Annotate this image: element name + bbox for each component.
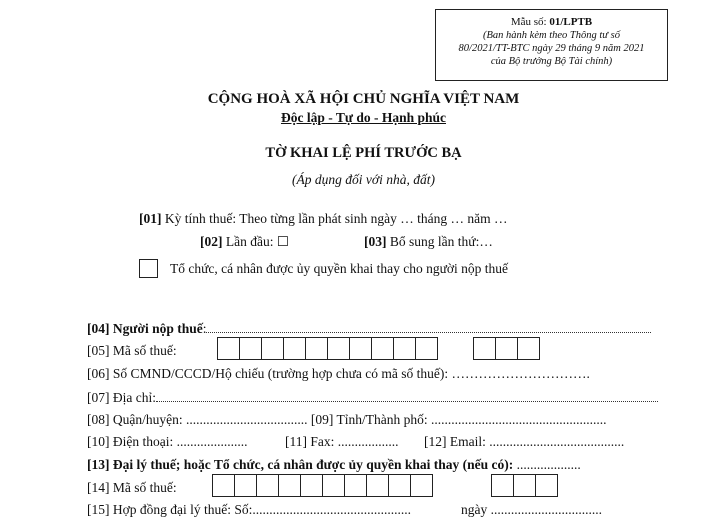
issued-by-line-1: (Ban hành kèm theo Thông tư số — [483, 30, 620, 41]
tax-code-branch-boxes[interactable] — [473, 337, 540, 360]
tax-code-label: [05] Mã số thuế: — [87, 343, 177, 358]
agent-contract-field[interactable]: [15] Hợp đồng đại lý thuế: Số:............................................... — [87, 502, 411, 517]
document-subtitle: (Áp dụng đối với nhà, đất) — [292, 172, 435, 187]
agent-tax-code-boxes[interactable] — [212, 474, 433, 497]
issued-by-line-2: 80/2021/TT-BTC ngày 29 tháng 9 năm 2021 — [458, 43, 645, 54]
email-field[interactable]: [12] Email: ........................................ — [424, 434, 625, 449]
document-title: TỜ KHAI LỆ PHÍ TRƯỚC BẠ — [265, 145, 462, 161]
address-field[interactable]: [07] Địa chỉ: — [87, 389, 658, 406]
tax-period-line: [01] Kỳ tính thuế: Theo từng lần phát sinh ngày … tháng … năm … — [139, 211, 508, 226]
motto: Độc lập - Tự do - Hạnh phúc — [280, 110, 447, 125]
form-number-box — [435, 9, 668, 81]
phone-field[interactable]: [10] Điện thoại: ..................... — [87, 434, 248, 449]
district-province-field[interactable]: [08] Quận/huyện: .................................... [09] Tỉnh/Thành phố: .................................................... — [87, 412, 607, 427]
fax-field[interactable]: [11] Fax: .................. — [285, 434, 399, 449]
agent-tax-code-branch-boxes[interactable] — [491, 474, 558, 497]
id-number-field[interactable]: [06] Số CMND/CCCD/Hộ chiếu (trường hợp chưa có mã số thuế): …………………………. — [87, 366, 590, 381]
authorized-checkbox[interactable] — [139, 259, 158, 278]
tax-code-boxes[interactable] — [217, 337, 438, 360]
supplement-field[interactable]: [03] Bổ sung lần thứ:… — [364, 234, 493, 249]
agent-tax-code-label: [14] Mã số thuế: — [87, 480, 177, 495]
tax-agent-field[interactable]: [13] Đại lý thuế; hoặc Tổ chức, cá nhân được ủy quyền khai thay (nếu có): ................... — [87, 457, 581, 472]
first-time-field[interactable]: [02] Lần đầu: ☐ — [200, 234, 289, 249]
authorized-label: Tổ chức, cá nhân được ủy quyền khai thay cho người nộp thuế — [170, 261, 509, 276]
issued-by-line-3: của Bộ trưởng Bộ Tài chính) — [490, 56, 613, 67]
agent-contract-date[interactable]: ngày ................................. — [461, 502, 602, 517]
taxpayer-field[interactable]: [04] Người nộp thuế: — [87, 320, 651, 337]
nation-title: CỘNG HOÀ XÃ HỘI CHỦ NGHĨA VIỆT NAM — [207, 91, 520, 107]
form-code: Mẫu số: 01/LPTB — [510, 16, 593, 28]
